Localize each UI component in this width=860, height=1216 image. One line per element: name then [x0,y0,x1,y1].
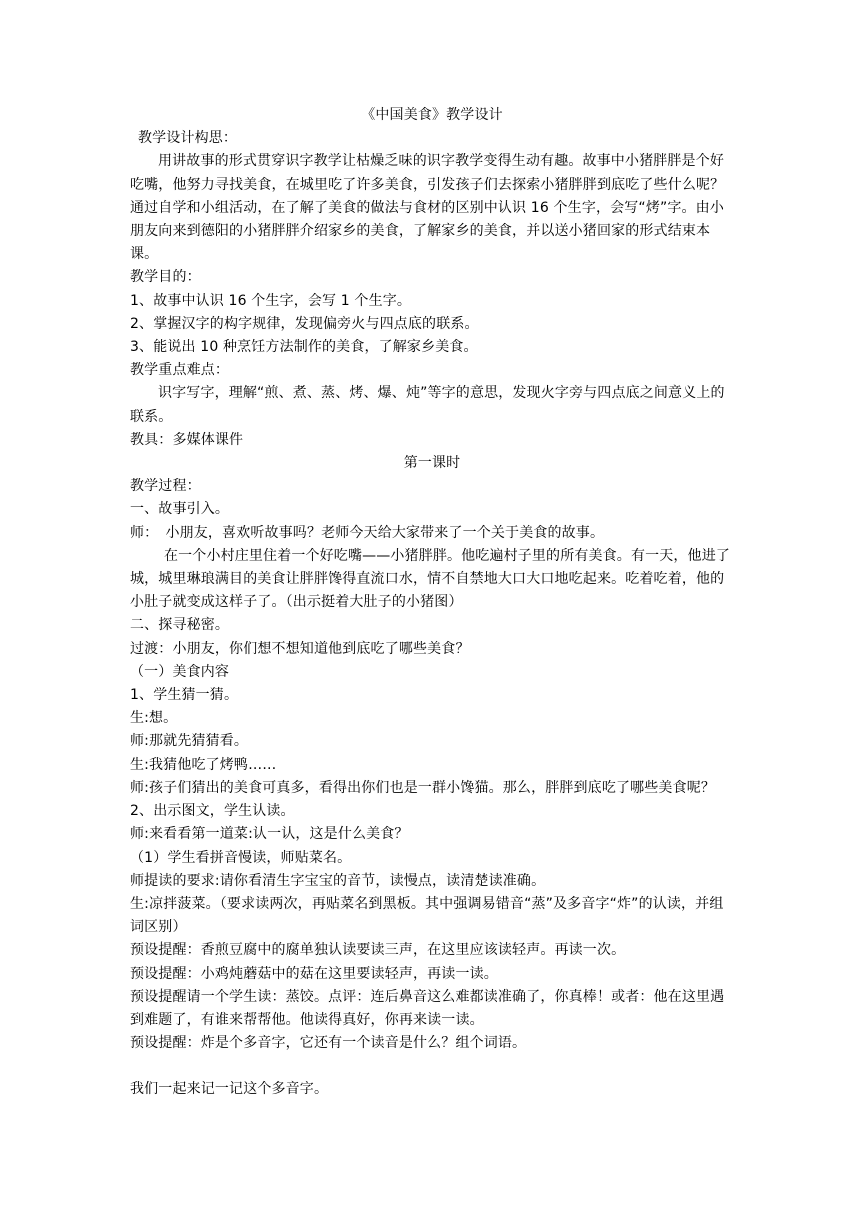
objectives-heading: 教学目的： [130,269,201,286]
student-line: 生:我猜他吃了烤鸭…… [130,756,277,773]
transition-line: 过渡：小朋友，你们想不想知道他到底吃了哪些美食？ [130,640,470,657]
reminder-line: 预设提醒请一个学生读：蒸饺。点评：连后鼻音这么难都读准确了，你真棒！或者：他在这里遇到难题了，有谁来帮帮他。他读得真好，你再来读一读。 [130,988,725,1028]
teacher-line: 师:那就先猜猜看。 [130,733,249,750]
teaching-aids: 教具：多媒体课件 [130,431,244,448]
story-paragraph: 在一个小村庄里住着一个好吃嘴——小猪胖胖。他吃遍村子里的所有美食。有一天，他进了城，城里琳琅满目的美食让胖胖馋得直流口水，情不自禁地大口大口地吃起来。吃着吃着，他的小肚子就变成这样子了。（出示挺着大肚子的小猪图） [130,547,730,611]
subsection-heading: （一）美食内容 [130,663,230,680]
process-heading: 教学过程： [130,478,201,495]
lesson-one-heading: 第一课时 [403,455,461,472]
document-content [130,104,734,1102]
teacher-line: 师提读的要求:请你看清生字宝宝的音节，读慢点，读清楚读准确。 [130,872,546,889]
objective-item: 3、能说出 10 种烹饪方法制作的美食，了解家乡美食。 [130,339,478,356]
reminder-line: 预设提醒：炸是个多音字，它还有一个读音是什么？组个词语。 [130,1035,527,1052]
student-line: 生:凉拌菠菜。（要求读两次，再贴菜名到黑板。其中强调易错音“蒸”及多音字“炸”的认读，并组词区别） [130,895,724,936]
activity-item: 1、学生猜一猜。 [130,687,239,704]
step-heading: 二、探寻秘密。 [130,617,230,634]
objective-item: 1、故事中认识 16 个生字，会写 1 个生字。 [130,292,412,309]
step-heading: 一、故事引入。 [130,501,230,518]
objective-item: 2、掌握汉字的构字规律，发现偏旁火与四点底的联系。 [130,315,479,332]
student-line: 生:想。 [130,710,178,727]
blank-line [130,1055,734,1078]
reminder-line: 预设提醒：香煎豆腐中的腐单独认读要读三声，在这里应该读轻声。再读一次。 [130,942,626,959]
teacher-line: 师:孩子们猜出的美食可真多，看得出你们也是一群小馋猫。那么，胖胖到底吃了哪些美食呢？ [130,779,716,796]
design-concept-body: 用讲故事的形式贯穿识字教学让枯燥乏味的识字教学变得生动有趣。故事中小猪胖胖是个好吃嘴，他努力寻找美食，在城里吃了许多美食，引发孩子们去探索小猪胖胖到底吃了些什么呢？通过自学和小组活动，在了解了美食的做法与食材的区别中认识 16 个生字，会写“烤”字。由小朋友向来到德阳的小猪胖胖介绍家乡的美食，了解家乡的美食，并以送小猪回家的形式结束本课。 [130,153,725,263]
design-concept-heading: 教学设计构思： [138,130,238,147]
activity-item: （1）学生看拼音慢读，师贴菜名。 [130,849,352,866]
key-points-body: 识字写字，理解“煎、煮、蒸、烤、爆、炖”等字的意思，发现火字旁与四点底之间意义上的联系。 [130,385,725,425]
teacher-line: 师： 小朋友，喜欢听故事吗？老师今天给大家带来了一个关于美食的故事。 [130,524,605,541]
activity-item: 2、出示图文，学生认读。 [130,803,295,820]
teacher-line: 师:来看看第一道菜:认一认，这是什么美食？ [130,826,409,843]
key-points-heading: 教学重点难点： [130,362,230,379]
document-body [130,127,734,1101]
document-title: 《中国美食》教学设计 [361,107,503,123]
reminder-line: 预设提醒：小鸡炖蘑菇中的菇在这里要读轻声，再读一读。 [130,965,498,982]
closing-line: 我们一起来记一记这个多音字。 [130,1081,329,1098]
